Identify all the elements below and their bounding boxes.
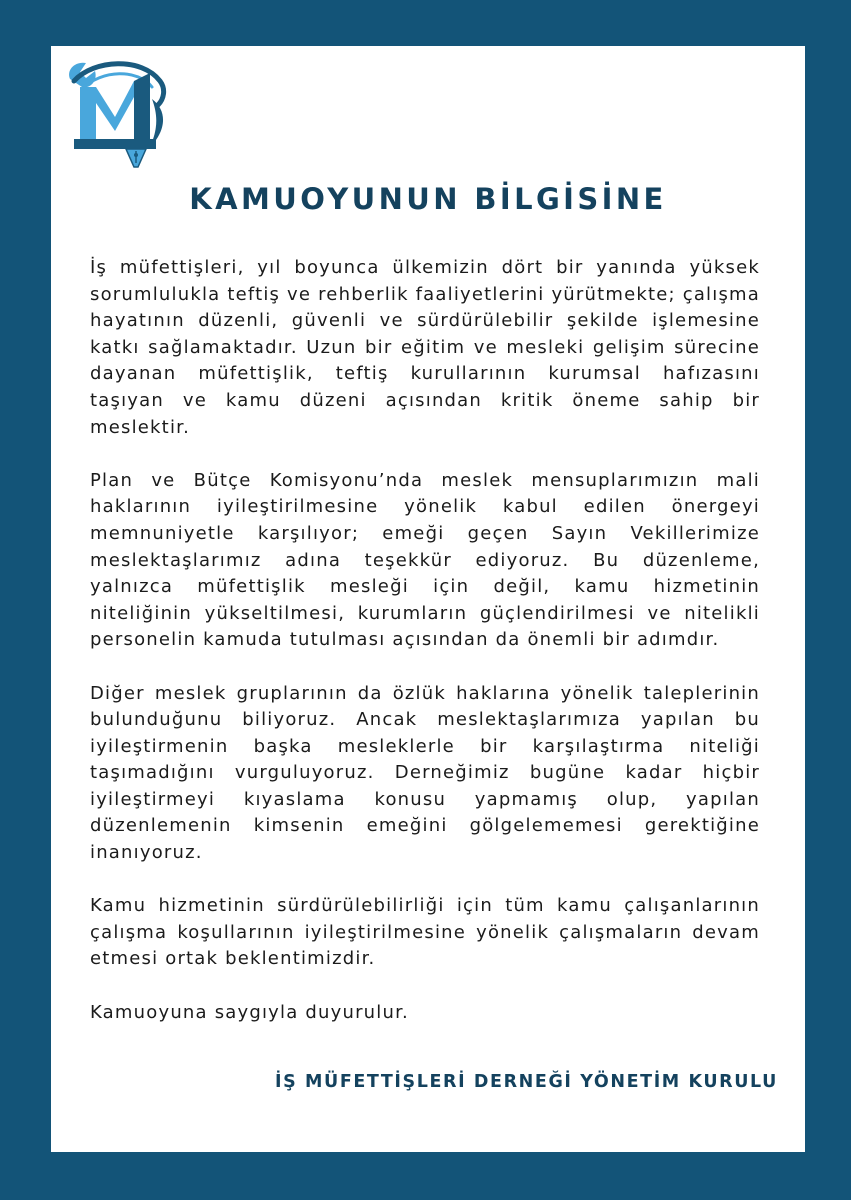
paragraph-2: Plan ve Bütçe Komisyonu’nda meslek mensuplarımızın mali haklarının iyileştirilmesine yönelik kabul edilen önergeyi memnuniyetle karşılıyor; emeği geçen Sayın Vekillerimize meslektaşlarımız adına teşekkür ediyoruz. Bu düzenleme, yalnızca müfettişlik mesleği için değil, kamu hizmetinin niteliğinin yükseltilmesi, kurumların güçlendirilmesi ve nitelikli personelin kamuda tutulması açısından da önemli bir adımdır.: [90, 469, 760, 651]
closing-line: Kamuoyuna saygıyla duyurulur.: [90, 1001, 409, 1023]
paragraph-1: İş müfettişleri, yıl boyunca ülkemizin dört bir yanında yüksek sorumlulukla teftiş ve rehberlik faaliyetlerini yürütmekte; çalışma hayatının düzenli, güvenli ve sürdürülebilir şekilde işlemesine katkı sağlamaktadır. Uzun bir eğitim ve mesleki gelişim sürecine dayanan müfettişlik, teftiş kurullarının kurumsal hafızasını taşıyan ve kamu düzeni açısından kritik öneme sahip bir meslektir.: [90, 257, 760, 438]
signature: İŞ MÜFETTİŞLERİ DERNEĞİ YÖNETİM KURULU: [274, 1072, 778, 1092]
page-title: KAMUOYUNUN BİLGİSİNE: [189, 182, 667, 216]
association-logo-icon: [64, 59, 176, 171]
announcement-body: [90, 255, 760, 1053]
paragraph-3: Diğer meslek gruplarının da özlük haklarına yönelik taleplerinin bulunduğunu biliyoruz. Ancak meslektaşlarımıza yapılan bu iyileştirmenin başka mesleklerle bir karşılaştırma niteliği taşımadığını vurguluyoruz. Derneğimiz bugüne kadar hiçbir iyileştirmeyi kıyaslama konusu yapmamış olup, yapılan düzenlemenin kimsenin emeğini gölgelememesi gerektiğine inanıyoruz.: [90, 682, 760, 864]
announcement-sheet: [51, 46, 805, 1152]
paragraph-4: Kamu hizmetinin sürdürülebilirliği için tüm kamu çalışanlarının çalışma koşullarının iyileştirilmesine yönelik çalışmaların devam etmesi ortak beklentimizdir.: [90, 895, 760, 970]
